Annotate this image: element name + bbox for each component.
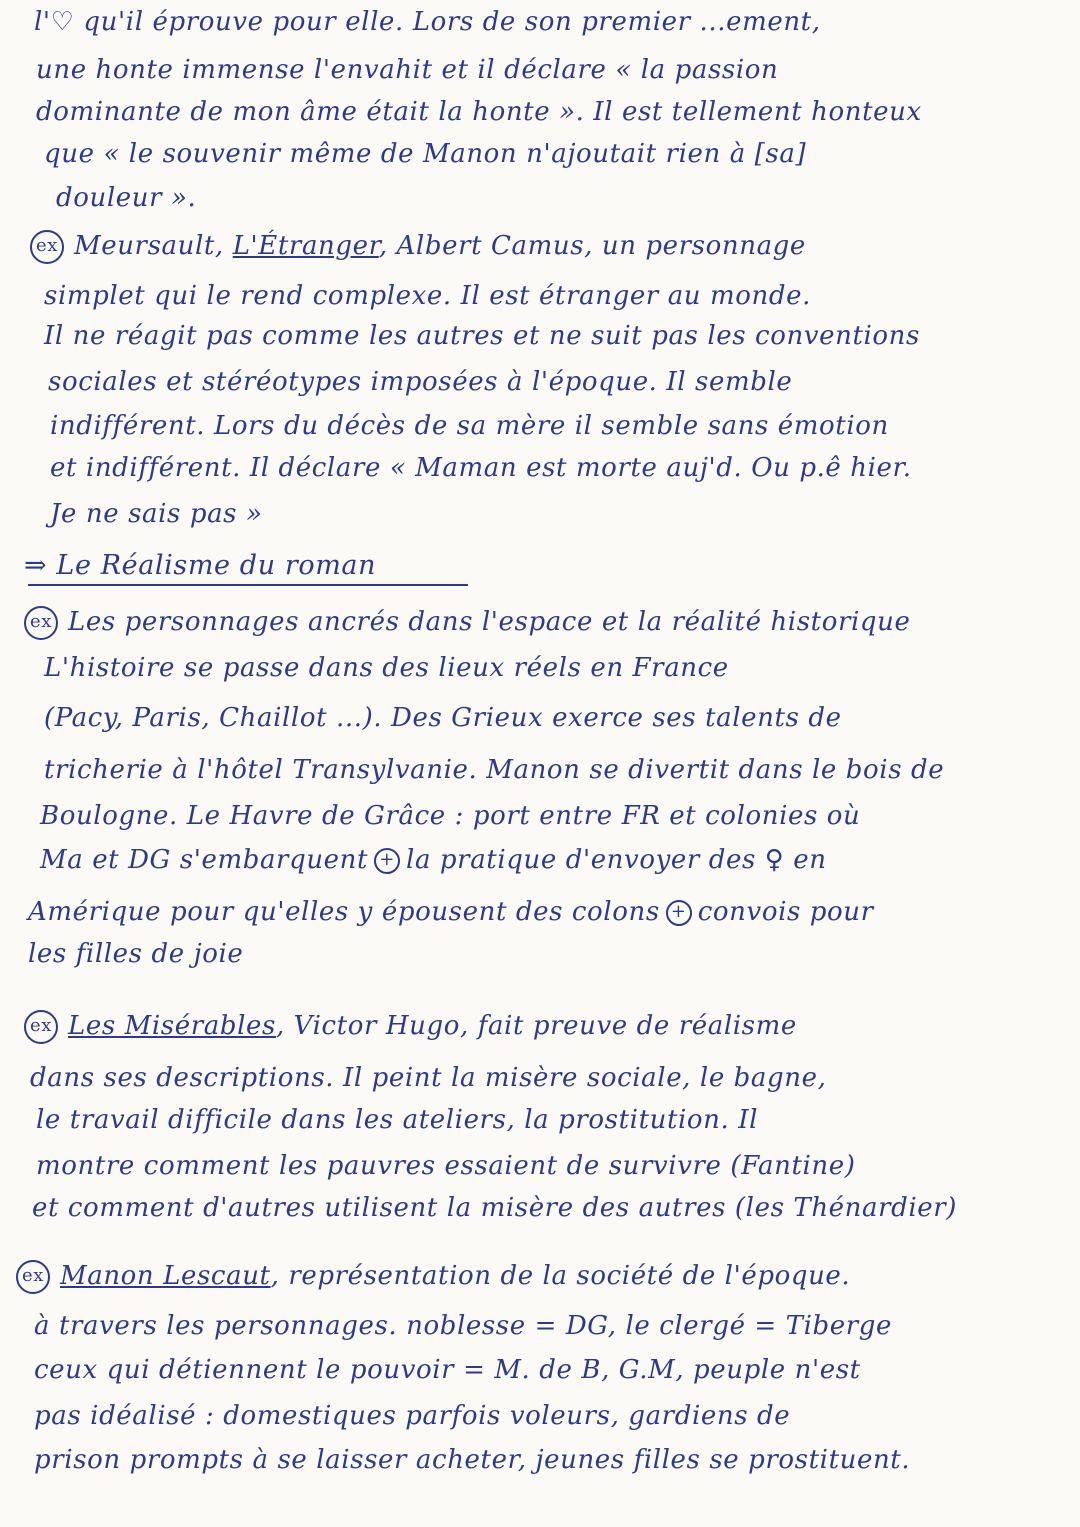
example-line — [24, 604, 1080, 640]
heading-underline — [28, 584, 468, 586]
example-line — [30, 228, 1080, 264]
text-span: , Albert Camus, un personnage — [378, 231, 806, 261]
text-line: les filles de joie — [28, 939, 244, 969]
text-line: et comment d'autres utilisent la misère des autres (les Thénardier) — [32, 1193, 958, 1223]
text-line: dominante de mon âme était la honte ». Il est tellement honteux — [36, 97, 922, 127]
book-title: Manon Lescaut — [60, 1261, 271, 1291]
text-span: Ma et DG s'embarquent — [40, 845, 369, 875]
text-span: , représentation de la société de l'époque. — [270, 1261, 851, 1291]
text-line: simplet qui le rend complexe. Il est étranger au monde. — [44, 281, 811, 311]
character-name: Meursault, — [74, 231, 224, 261]
text-line: le travail difficile dans les ateliers, la prostitution. Il — [36, 1105, 759, 1135]
text-span: Les personnages ancrés dans l'espace et la réalité historique — [68, 607, 911, 637]
section-title: Le Réalisme du roman — [56, 550, 377, 581]
text-line — [40, 842, 1080, 878]
text-line: montre comment les pauvres essaient de survivre (Fantine) — [36, 1151, 856, 1181]
text-line: Je ne sais pas » — [50, 499, 263, 529]
text-line: une honte immense l'envahit et il déclare « la passion — [36, 55, 779, 85]
book-title: L'Étranger — [232, 231, 379, 261]
text-span: convois pour — [697, 897, 874, 927]
plus-icon: + — [666, 900, 692, 926]
text-line: indifférent. Lors du décès de sa mère il semble sans émotion — [50, 411, 889, 441]
text-line: dans ses descriptions. Il peint la misère sociale, le bagne, — [30, 1063, 827, 1093]
text-line: pas idéalisé : domestiques parfois voleurs, gardiens de — [34, 1401, 791, 1431]
text-span: , Victor Hugo, fait preuve de réalisme — [275, 1011, 797, 1041]
text-line: prison prompts à se laisser acheter, jeunes filles se prostituent. — [34, 1445, 911, 1475]
text-line: (Pacy, Paris, Chaillot ...). Des Grieux exerce ses talents de — [44, 703, 842, 733]
arrow-icon: ⇒ — [24, 550, 48, 581]
text-line: douleur ». — [56, 183, 197, 213]
text-line: L'histoire se passe dans des lieux réels en France — [44, 653, 729, 683]
text-span: la pratique d'envoyer des ♀ en — [406, 845, 827, 875]
text-line: l'♡ qu'il éprouve pour elle. Lors de son premier ...ement, — [34, 7, 821, 37]
text-line: Il ne réagit pas comme les autres et ne suit pas les conventions — [44, 321, 920, 351]
text-line: à travers les personnages. noblesse = DG, le clergé = Tiberge — [34, 1311, 893, 1341]
example-line — [24, 1008, 1080, 1044]
example-marker: ex — [30, 230, 64, 264]
text-line: sociales et stéréotypes imposées à l'époque. Il semble — [48, 367, 793, 397]
example-marker: ex — [24, 1010, 58, 1044]
text-line: Boulogne. Le Havre de Grâce : port entre FR et colonies où — [40, 801, 861, 831]
plus-icon: + — [374, 848, 400, 874]
text-line — [28, 894, 1080, 930]
example-marker: ex — [16, 1260, 50, 1294]
example-line — [16, 1258, 1080, 1294]
example-marker: ex — [24, 606, 58, 640]
text-line: que « le souvenir même de Manon n'ajoutait rien à [sa] — [44, 139, 807, 169]
text-span: Amérique pour qu'elles y épousent des colons — [28, 897, 660, 927]
text-line: et indifférent. Il déclare « Maman est morte auj'd. Ou p.ê hier. — [50, 453, 912, 483]
section-heading — [24, 548, 1080, 584]
book-title: Les Misérables — [68, 1011, 276, 1041]
text-line: tricherie à l'hôtel Transylvanie. Manon se divertit dans le bois de — [44, 755, 945, 785]
text-line: ceux qui détiennent le pouvoir = M. de B, G.M, peuple n'est — [34, 1355, 861, 1385]
